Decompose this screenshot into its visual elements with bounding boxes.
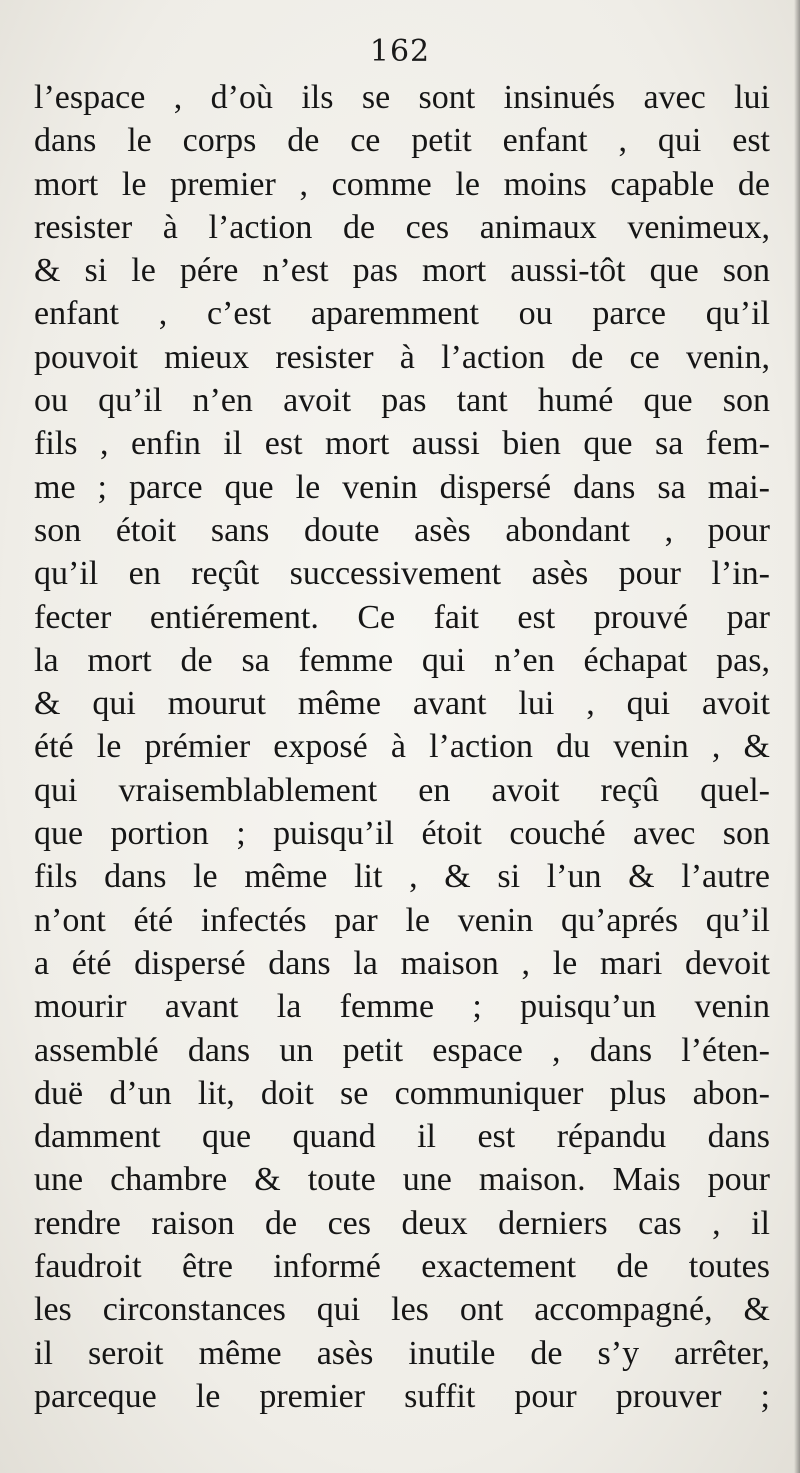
text-line: damment que quand il est répandu dans [34,1118,770,1156]
text-line: fils , enfin il est mort aussi bien que sa fem- [34,425,770,463]
page-number: 162 [369,34,431,69]
text-line: fils dans le même lit , & si l’un & l’autre [34,858,770,896]
page-edge-shadow [794,0,800,1473]
text-line: a été dispersé dans la maison , le mari devoit [34,944,770,982]
text-line: il seroit même asès inutile de s’y arrêter, [34,1334,770,1372]
text-line: son étoit sans doute asès abondant , pour [34,511,770,549]
text-line: mourir avant la femme ; puisqu’un venin [34,988,770,1026]
text-line: l’espace , d’où ils se sont insinués avec lui [34,79,770,116]
text-line: resister à l’action de ces animaux venimeux, [34,208,770,246]
text-line: assemblé dans un petit espace , dans l’éten- [34,1031,770,1069]
text-line: parceque le premier suffit pour prouver ; [34,1377,770,1415]
text-line: duë d’un lit, doit se communiquer plus abon- [34,1074,770,1112]
text-line: la mort de sa femme qui n’en échapat pas, [34,641,770,679]
text-line: & si le pére n’est pas mort aussi-tôt que son [34,252,770,290]
text-line: que portion ; puisqu’il étoit couché avec son [34,815,770,853]
text-line: dans le corps de ce petit enfant , qui est [34,122,770,160]
text-line: mort le premier , comme le moins capable de [34,165,770,203]
text-line: qui vraisemblablement en avoit reçû quel- [34,771,770,809]
text-line: ou qu’il n’en avoit pas tant humé que son [34,382,770,420]
text-line: faudroit être informé exactement de toutes [34,1248,770,1286]
text-line: fecter entiérement. Ce fait est prouvé par [34,598,770,636]
text-line: une chambre & toute une maison. Mais pour [34,1161,770,1199]
text-line: rendre raison de ces deux derniers cas , il [34,1204,770,1242]
text-line: n’ont été infectés par le venin qu’aprés qu’il [34,901,770,939]
text-line: les circonstances qui les ont accompagné, & [34,1291,770,1329]
text-line: pouvoit mieux resister à l’action de ce venin, [34,338,770,376]
body-text [34,76,770,1418]
text-line: été le prémier exposé à l’action du venin , & [34,728,770,766]
text-line: me ; parce que le venin dispersé dans sa mai- [34,468,770,506]
text-line: enfant , c’est aparemment ou parce qu’il [34,295,770,333]
text-line: & qui mourut même avant lui , qui avoit [34,685,770,723]
text-line: qu’il en reçût successivement asès pour l’in- [34,555,770,593]
